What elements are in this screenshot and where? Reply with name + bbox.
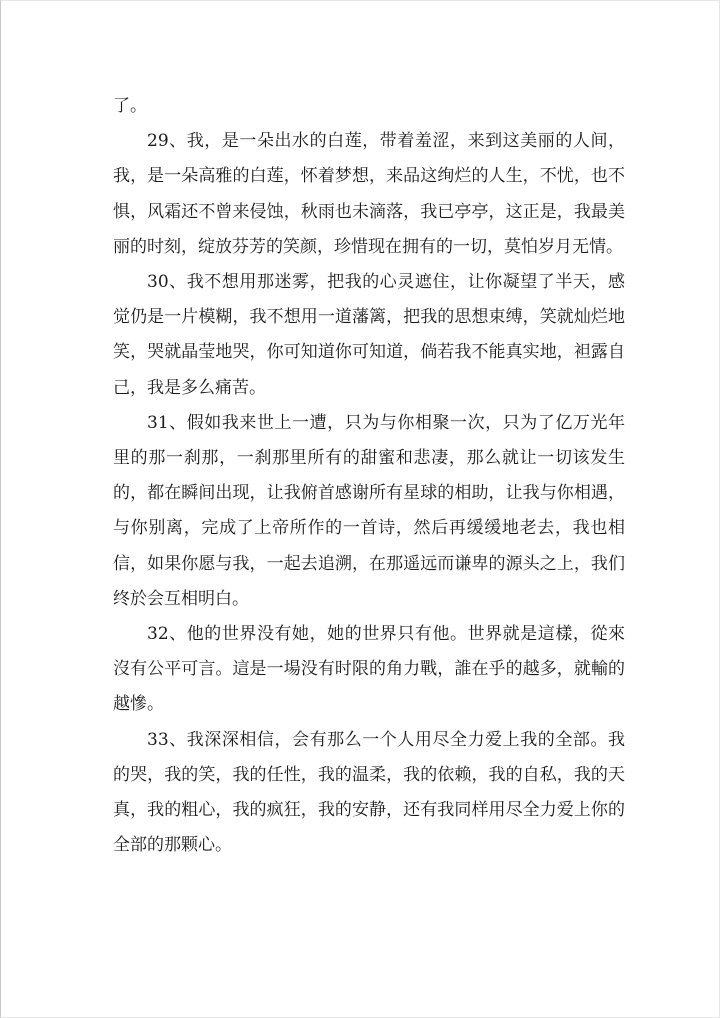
document-body — [113, 89, 625, 863]
paragraph-29: 29、我，是一朵出水的白莲，带着羞涩，来到这美丽的人间，我，是一朵高雅的白莲，怀着梦想，来品这绚烂的人生，不忧，也不惧，风霜还不曾来侵蚀，秋雨也未滴落，我已亭亭，这正是，我最美丽的时刻，绽放芬芳的笑颜，珍惜现在拥有的一切，莫怕岁月无情。 — [113, 131, 625, 257]
paragraph-continuation: 了。 — [113, 96, 147, 116]
paragraph-30: 30、我不想用那迷雾，把我的心灵遮住，让你凝望了半天，感觉仍是一片模糊，我不想用一道藩篱，把我的思想束缚，笑就灿烂地笑，哭就晶莹地哭，你可知道你可知道，倘若我不能真实地，袒露自己，我是多么痛苦。 — [113, 272, 625, 398]
paragraph-31: 31、假如我来世上一遭，只为与你相聚一次，只为了亿万光年里的那一刹那，一刹那里所有的甜蜜和悲凄，那么就让一切该发生的，都在瞬间出现，让我俯首感谢所有星球的相助，让我与你相遇，与你别离，完成了上帝所作的一首诗，然后再缓缓地老去，我也相信，如果你愿与我，一起去追溯，在那遥远而谦卑的源头之上，我们终於会互相明白。 — [113, 412, 625, 609]
paragraph-33: 33、我深深相信，会有那么一个人用尽全力爱上我的全部。我的哭，我的笑，我的任性，我的温柔，我的依赖，我的自私，我的天真，我的粗心，我的疯狂，我的安静，还有我同样用尽全力爱上你的全部的那颗心。 — [113, 729, 625, 856]
paragraph-32: 32、他的世界没有她，她的世界只有他。世界就是這樣，從來沒有公平可言。這是一場没有时限的角力戰，誰在乎的越多，就輸的越慘。 — [113, 624, 625, 715]
